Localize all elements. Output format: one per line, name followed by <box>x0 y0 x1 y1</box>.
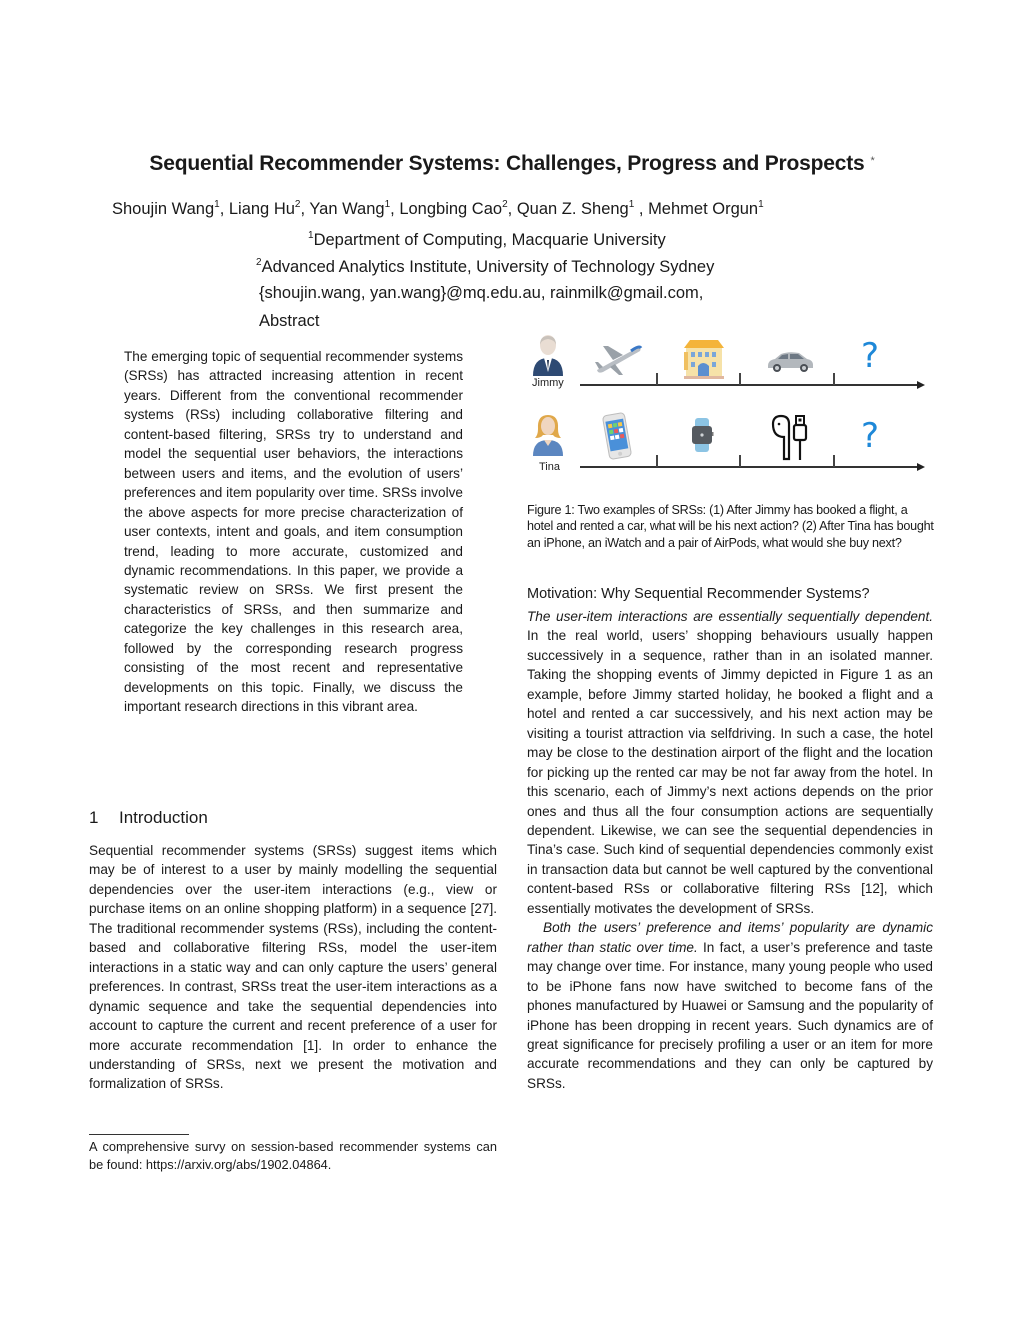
figure-1 <box>525 330 935 480</box>
next-purchase-question-icon: ? <box>861 416 880 456</box>
airplane-icon <box>593 342 643 376</box>
affiliation-number: 1 <box>308 230 314 241</box>
abstract-heading: Abstract <box>259 312 320 330</box>
author-emails: {shoujin.wang, yan.wang}@mq.edu.au, rainmilk@gmail.com, <box>259 284 704 302</box>
author: Longbing Cao <box>399 200 503 218</box>
author: Liang Hu <box>228 200 295 218</box>
timeline-axis-tina <box>580 466 920 468</box>
iphone-icon <box>601 412 633 460</box>
hotel-icon <box>682 338 726 380</box>
section-title: Introduction <box>119 808 208 827</box>
section-number: 1 <box>89 808 99 827</box>
motivation-claim-1: The user-item interactions are essentially sequentially dependent. <box>527 609 933 624</box>
title-footnote-mark: * <box>870 155 875 167</box>
author-affiliation-mark: 1 <box>214 199 220 210</box>
paper-title <box>0 152 1024 176</box>
author: Quan Z. Sheng <box>516 200 629 218</box>
author-affiliation-mark: 1 <box>758 199 764 210</box>
affiliation-text: Department of Computing, Macquarie University <box>313 231 666 249</box>
iwatch-icon <box>690 418 714 452</box>
author: Yan Wang <box>309 200 385 218</box>
author: Shoujin Wang <box>112 200 215 218</box>
section-heading-introduction <box>89 808 208 828</box>
timeline-arrowhead <box>917 463 925 471</box>
introduction-body: Sequential recommender systems (SRSs) suggest items which may be of interest to a user by mainly modelling the sequential dependencies over the user-item interactions (e.g., view or purchase items on an online shopping platform) in a sequence [27]. The traditional recommender systems (RSs), including the content-based and collaborative filtering RSs, model the user-item interactions in a static way and can only capture the users’ general preferences. In contrast, SRSs treat the user-item interactions as a dynamic sequence and take the sequential dependencies into account to capture the current and recent preference of a user for more accurate recommendation [1]. In order to enhance the understanding of SRSs, next we present the motivation and formalization of SRSs. <box>89 843 497 1092</box>
motivation-paragraph-2-text: In fact, a user’s preference and taste may change over time. For instance, many young people who used to be iPhone fans now have switched to become fans of the phones manufactured by Huawei or Samsung and the popularity of iPhone has been dropping in recent years. Such dynamics are of great significance for precisely profiling a user or an item for more accurate recommendations and they can only be captured by SRSs. <box>527 939 933 1091</box>
author-affiliation-mark: 1 <box>628 199 635 210</box>
timeline-tick <box>833 373 835 385</box>
author-affiliation-mark: 2 <box>502 199 508 210</box>
motivation-paragraph-1-text: In the real world, users’ shopping behaviours usually happen successively in a sequence, rather than in an isolated manner. Taking the shopping events of Jimmy depicted in Figure 1 as an example, before Jimmy started holiday, he booked a flight and a hotel and rented a car successively, and his next action may be visiting a tourist attraction via selfdriving. In such a case, the hotel may be close to the destination airport of the flight and the location for picking up the rented car may be not far away from the hotel. In this scenario, each of Jimmy’s next actions depends on the prior ones and thus all the four consumption actions are sequentially dependent. Likewise, we can see the sequential dependencies in Tina’s case. Such kind of sequential dependencies commonly exist in transaction data but cannot be well captured by the conventional content-based RSs or collaborative filtering RSs [12], which essentially motivates the development of SRSs. <box>527 628 933 916</box>
paper-title-text: Sequential Recommender Systems: Challenges, Progress and Prospects <box>149 152 865 175</box>
user-label-tina: Tina <box>539 461 560 473</box>
affiliation-1 <box>308 230 666 250</box>
car-icon <box>765 350 815 374</box>
footnote-rule <box>89 1134 189 1135</box>
timeline-axis-jimmy <box>580 384 920 386</box>
motivation-claim-2: Both the users’ preference and items’ popularity are dynamic rather than static over time. <box>527 920 933 955</box>
user-avatar-male-icon <box>531 332 565 376</box>
affiliation-2 <box>256 257 714 277</box>
timeline-tick <box>739 373 741 385</box>
user-avatar-female-icon <box>531 412 565 456</box>
timeline-arrowhead <box>917 381 925 389</box>
timeline-tick <box>833 455 835 467</box>
user-label-jimmy: Jimmy <box>532 377 564 389</box>
motivation-heading: Motivation: Why Sequential Recommender Systems? <box>527 586 870 602</box>
airpods-icon <box>769 414 811 462</box>
author-affiliation-mark: 2 <box>294 199 301 210</box>
affiliation-number: 2 <box>256 257 262 268</box>
author-affiliation-mark: 1 <box>384 199 391 210</box>
author: Mehmet Orgun <box>648 200 759 218</box>
timeline-tick <box>656 455 658 467</box>
figure-1-caption: Figure 1: Two examples of SRSs: (1) After Jimmy has booked a flight, a hotel and rented a car, what will be his next action? (2) After Tina has bought an iPhone, an iWatch and a pair of AirPods, what would she buy next? <box>527 503 934 550</box>
abstract-body: The emerging topic of sequential recommender systems (SRSs) has attracted increasing attention in recent years. Different from the conventional recommender systems (RSs) including collaborative filtering and content-based filtering, SRSs try to understand and model the sequential user behaviors, the interactions between users and items, and the evolution of users’ preferences and item popularity over time. SRSs involve the above aspects for more precise characterization of user contexts, intent and goals, and item consumption trend, leading to more accurate, customized and dynamic recommendations. In this paper, we provide a systematic review on SRSs. We first present the characteristics of SRSs, and then summarize and categorize the key challenges in this research area, followed by the corresponding research progress consisting of the most recent and representative developments on this topic. Finally, we discuss the important research directions in this vibrant area. <box>124 349 463 715</box>
motivation-body <box>527 607 933 1093</box>
motivation-paragraph-1 <box>527 607 933 918</box>
motivation-paragraph-2 <box>527 918 933 1093</box>
author-list: Shoujin Wang$^1$, Liang Hu$^2$, Yan Wang$^1$, Longbing Cao$^2$, Quan Z. Sheng$^1$ , Mehmet Orgun$^1$ <box>112 199 764 218</box>
timeline-tick <box>656 373 658 385</box>
timeline-tick <box>739 455 741 467</box>
footnote: A comprehensive survy on session-based recommender systems can be found: https://arxiv.org/abs/1902.04864. <box>89 1139 497 1172</box>
affiliation-text: Advanced Analytics Institute, University of Technology Sydney <box>261 258 715 276</box>
next-action-question-icon: ? <box>861 336 880 376</box>
